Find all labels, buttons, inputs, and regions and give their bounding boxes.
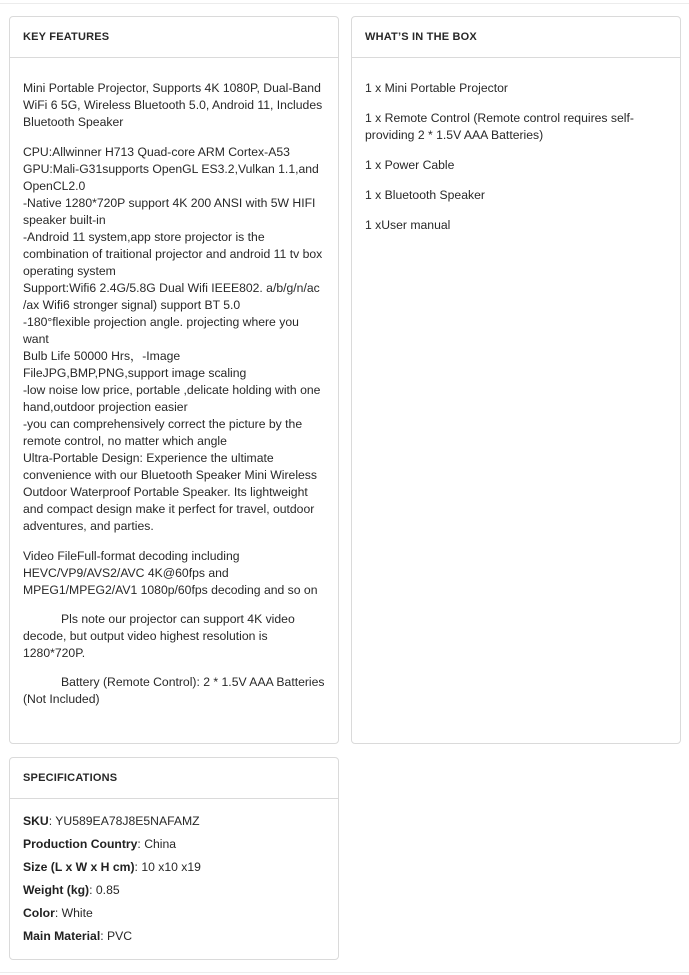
- key-features-body: [10, 80, 338, 708]
- spec-row-color: Color: White: [23, 906, 93, 920]
- box-item: 1 x Mini Portable Projector: [365, 81, 508, 95]
- spec-value: 10 x10 x19: [141, 860, 201, 874]
- feature-line: CPU:Allwinner H713 Quad-core ARM Cortex-A53: [23, 145, 290, 159]
- feature-line: -Native 1280*720P support 4K 200 ANSI with 5W HIFI speaker built-in: [23, 196, 316, 227]
- spec-value: PVC: [107, 929, 133, 943]
- spec-value: White: [61, 906, 93, 920]
- feature-line: -180°flexible projection angle. projecting where you want: [23, 315, 299, 346]
- key-features-title: KEY FEATURES: [10, 17, 338, 58]
- box-item: 1 x Remote Control (Remote control requires self-providing 2 * 1.5V AAA Batteries): [365, 111, 634, 142]
- spec-label: Production Country: [23, 837, 138, 851]
- spec-row-production-country: Production Country: China: [23, 837, 177, 851]
- feature-line: Ultra-Portable Design: Experience the ultimate convenience with our Bluetooth Speaker Mini Wireless Outdoor Waterproof Portable Speaker. Its lightweight and compact design make it perfect for travel, outdoor adventures, and parties.: [23, 451, 317, 533]
- features-note: Pls note our projector can support 4K video decode, but output video highest resolution is 1280*720P.: [23, 612, 295, 660]
- feature-line: -you can comprehensively correct the picture by the remote control, no matter which angle: [23, 417, 303, 448]
- spec-row-sku: SKU: YU589EA78J8E5NAFAMZ: [23, 814, 200, 828]
- spec-row-size: Size (L x W x H cm): 10 x10 x19: [23, 860, 201, 874]
- box-item: 1 x Bluetooth Speaker: [365, 188, 485, 202]
- feature-line: GPU:Mali-G31supports OpenGL ES3.2,Vulkan 1.1,and OpenCL2.0: [23, 162, 319, 193]
- feature-line: Bulb Life 50000 Hrs，-Image FileJPG,BMP,PNG,support image scaling: [23, 349, 247, 380]
- spec-label: Color: [23, 906, 55, 920]
- box-item: 1 x Power Cable: [365, 158, 455, 172]
- spec-label: Size (L x W x H cm): [23, 860, 135, 874]
- top-divider: [0, 3, 689, 4]
- spec-value: 0.85: [95, 883, 120, 897]
- specifications-card: [9, 757, 339, 960]
- spec-label: Main Material: [23, 929, 101, 943]
- features-list: [23, 144, 325, 535]
- feature-line: Support:Wifi6 2.4G/5.8G Dual Wifi IEEE802. a/b/g/n/ac /ax Wifi6 stronger signal) support BT 5.0: [23, 281, 320, 312]
- box-item: 1 xUser manual: [365, 218, 451, 232]
- feature-line: -Android 11 system,app store projector is the combination of traitional projector and android 11 tv box operating system: [23, 230, 323, 278]
- spec-value: YU589EA78J8E5NAFAMZ: [55, 814, 200, 828]
- whats-in-the-box-card: [351, 16, 681, 744]
- feature-line: -low noise low price, portable ,delicate holding with one hand,outdoor projection easier: [23, 383, 321, 414]
- specifications-list: [10, 799, 338, 948]
- specifications-title: SPECIFICATIONS: [10, 758, 338, 799]
- bottom-divider: [0, 972, 689, 973]
- spec-label: SKU: [23, 814, 49, 828]
- box-list: [352, 58, 680, 234]
- features-intro: Mini Portable Projector, Supports 4K 1080P, Dual-Band WiFi 6 5G, Wireless Bluetooth 5.0, Android 11, Includes Bluetooth Speaker: [23, 81, 323, 129]
- spec-row-main-material: Main Material: PVC: [23, 929, 133, 943]
- spec-row-weight: Weight (kg): 0.85: [23, 883, 120, 897]
- features-battery: Battery (Remote Control): 2 * 1.5V AAA Batteries (Not Included): [23, 675, 325, 706]
- features-video: Video FileFull-format decoding including HEVC/VP9/AVS2/AVC 4K@60fps and MPEG1/MPEG2/AV1 1080p/60fps decoding and so on: [23, 549, 318, 597]
- key-features-card: [9, 16, 339, 744]
- whats-in-the-box-title: WHAT’S IN THE BOX: [352, 17, 680, 58]
- spec-value: China: [144, 837, 177, 851]
- spec-label: Weight (kg): [23, 883, 90, 897]
